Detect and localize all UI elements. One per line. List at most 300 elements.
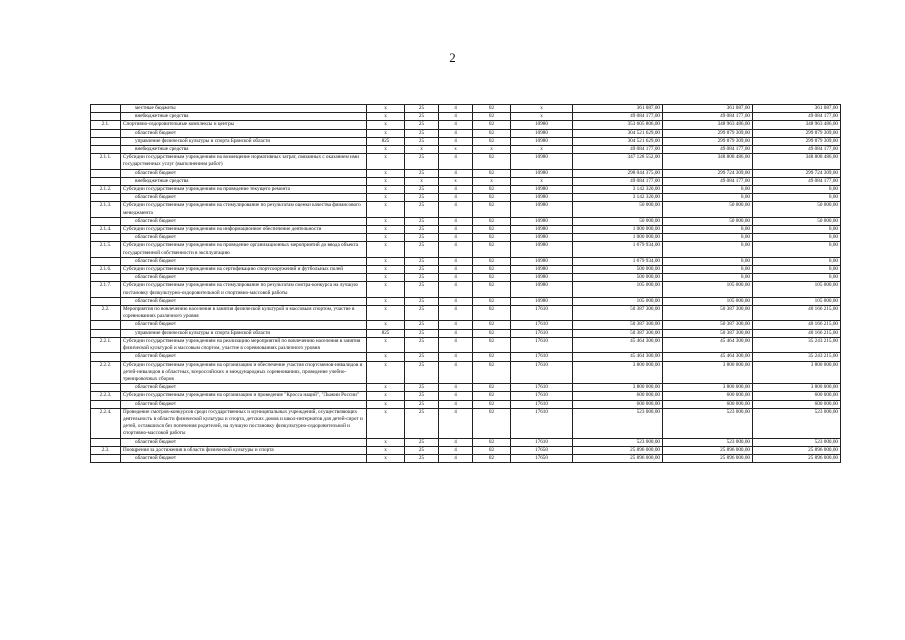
table-row [91, 384, 841, 392]
code-program: 25 [405, 169, 439, 177]
table-row [91, 146, 841, 154]
code-program: 25 [405, 384, 439, 392]
row-number [91, 329, 121, 337]
amount-year-1: 1 679 934,00 [573, 242, 663, 257]
amount-year-1: 105 000,00 [573, 297, 663, 305]
row-description: Проведение смотров-конкурсов среди государственных и муниципальных учреждений, осуществляющих деятельность в области физической культуры и спорта, детских домов и школ-интернатов для детей-сирот и детей, оставшихся без попечения родителей, на лучшую постановку физкультурно-оздоровительной и спортивно-массовой работы [121, 408, 367, 438]
code-direction: 10980 [511, 137, 573, 145]
amount-year-2: 3 800 000,00 [663, 361, 753, 384]
amount-year-3: 0,00 [753, 234, 841, 242]
code-grbs: x [367, 194, 405, 202]
row-number [91, 217, 121, 225]
amount-year-1: 600 000,00 [573, 400, 663, 408]
code-direction: 10980 [511, 129, 573, 137]
amount-year-2: 299 879 309,00 [663, 129, 753, 137]
row-number: 2.2.2. [91, 361, 121, 384]
code-main-event: 02 [473, 129, 511, 137]
amount-year-2: 0,00 [663, 266, 753, 274]
code-program: 25 [405, 408, 439, 438]
table-row [91, 226, 841, 234]
amount-year-2: 49 084 177,00 [663, 146, 753, 154]
code-main-event: 02 [473, 306, 511, 321]
amount-year-1: 1 679 934,00 [573, 257, 663, 265]
amount-year-1: 49 084 177,00 [573, 177, 663, 185]
code-main-event: 02 [473, 105, 511, 113]
table-row [91, 137, 841, 145]
amount-year-3: 3 800 000,00 [753, 361, 841, 384]
code-main-event: 02 [473, 234, 511, 242]
code-subprogram: 4 [439, 154, 473, 169]
code-program: 25 [405, 234, 439, 242]
code-grbs: x [367, 202, 405, 217]
amount-year-3: 0,00 [753, 242, 841, 257]
amount-year-1: 49 084 177,00 [573, 146, 663, 154]
code-direction: x [511, 146, 573, 154]
row-number [91, 438, 121, 446]
code-subprogram: 4 [439, 257, 473, 265]
code-main-event: 02 [473, 202, 511, 217]
code-direction: 10980 [511, 266, 573, 274]
code-program: 25 [405, 121, 439, 129]
amount-year-1: 304 521 629,00 [573, 129, 663, 137]
amount-year-2: 361 087,00 [663, 105, 753, 113]
code-subprogram: 4 [439, 234, 473, 242]
code-direction: 17610 [511, 384, 573, 392]
row-number: 2.1.2. [91, 186, 121, 194]
code-program: 25 [405, 242, 439, 257]
amount-year-3: 105 000,00 [753, 297, 841, 305]
table-row [91, 321, 841, 329]
code-main-event: 02 [473, 274, 511, 282]
amount-year-3: 523 000,00 [753, 438, 841, 446]
code-program: 25 [405, 392, 439, 400]
code-direction: 10980 [511, 282, 573, 297]
code-program: 25 [405, 446, 439, 454]
code-subprogram: 4 [439, 137, 473, 145]
code-program: 25 [405, 194, 439, 202]
amount-year-2: 348 808 486,00 [663, 154, 753, 169]
code-program: 25 [405, 400, 439, 408]
code-subprogram: 4 [439, 392, 473, 400]
row-number [91, 137, 121, 145]
code-grbs: x [367, 105, 405, 113]
table-row [91, 186, 841, 194]
code-grbs: x [367, 353, 405, 361]
code-program: x [405, 146, 439, 154]
row-number [91, 113, 121, 121]
row-number [91, 146, 121, 154]
amount-year-3: 50 000,00 [753, 202, 841, 217]
code-subprogram: 4 [439, 194, 473, 202]
code-subprogram: 4 [439, 297, 473, 305]
amount-year-2: 50 387 300,00 [663, 321, 753, 329]
row-description: областной бюджет [121, 321, 367, 329]
code-grbs: x [367, 266, 405, 274]
code-subprogram: 4 [439, 306, 473, 321]
row-number [91, 105, 121, 113]
code-program: 25 [405, 438, 439, 446]
table-row [91, 113, 841, 121]
table-row [91, 361, 841, 384]
code-subprogram: 4 [439, 329, 473, 337]
code-main-event: 02 [473, 384, 511, 392]
table-row [91, 105, 841, 113]
row-description: областной бюджет [121, 297, 367, 305]
amount-year-1: 3 142 320,00 [573, 186, 663, 194]
code-grbs: x [367, 454, 405, 462]
table-row [91, 297, 841, 305]
code-direction: 17610 [511, 321, 573, 329]
code-main-event: 02 [473, 154, 511, 169]
code-program: 25 [405, 202, 439, 217]
row-description: областной бюджет [121, 194, 367, 202]
amount-year-2: 299 879 309,00 [663, 137, 753, 145]
amount-year-1: 25 896 000,00 [573, 454, 663, 462]
amount-year-1: 361 087,00 [573, 105, 663, 113]
code-direction: 10980 [511, 226, 573, 234]
amount-year-1: 50 387 300,00 [573, 306, 663, 321]
code-program: 25 [405, 321, 439, 329]
row-description: Субсидии государственным учреждениям на реализацию мероприятий по вовлечению населения в занятия физической культурой и массовым спортом, участие в соревнованиях различного уровня [121, 337, 367, 352]
row-number: 2.2.3. [91, 392, 121, 400]
amount-year-1: 50 387 300,00 [573, 329, 663, 337]
code-direction: 17610 [511, 329, 573, 337]
code-subprogram: 4 [439, 242, 473, 257]
table-row [91, 154, 841, 169]
row-number: 2.1. [91, 121, 121, 129]
code-main-event: 02 [473, 400, 511, 408]
table-row [91, 329, 841, 337]
code-subprogram: 4 [439, 337, 473, 352]
row-number: 2.1.1. [91, 154, 121, 169]
code-grbs: x [367, 384, 405, 392]
amount-year-2: 50 387 300,00 [663, 306, 753, 321]
table-row [91, 408, 841, 438]
row-description: внебюджетные средства [121, 177, 367, 185]
code-grbs: x [367, 274, 405, 282]
code-direction: 17650 [511, 454, 573, 462]
table-row [91, 242, 841, 257]
code-direction: 10980 [511, 274, 573, 282]
code-program: 25 [405, 337, 439, 352]
code-grbs: x [367, 242, 405, 257]
code-program: 25 [405, 274, 439, 282]
code-program: 25 [405, 353, 439, 361]
code-subprogram: 4 [439, 169, 473, 177]
code-grbs: x [367, 446, 405, 454]
table-row [91, 392, 841, 400]
row-number [91, 353, 121, 361]
amount-year-1: 3 800 000,00 [573, 361, 663, 384]
amount-year-3: 49 084 177,00 [753, 146, 841, 154]
code-grbs: x [367, 186, 405, 194]
row-description: областной бюджет [121, 400, 367, 408]
row-description: областной бюджет [121, 384, 367, 392]
table-row [91, 274, 841, 282]
code-grbs: x [367, 154, 405, 169]
row-description: областной бюджет [121, 169, 367, 177]
table-row [91, 217, 841, 225]
row-description: Субсидии государственным учреждениям на проведение текущего ремонта [121, 186, 367, 194]
code-grbs: x [367, 321, 405, 329]
code-subprogram: 4 [439, 186, 473, 194]
table-row [91, 438, 841, 446]
row-description: местные бюджеты [121, 105, 367, 113]
amount-year-1: 105 000,00 [573, 282, 663, 297]
code-program: 25 [405, 297, 439, 305]
code-program: 25 [405, 257, 439, 265]
table-row [91, 257, 841, 265]
code-program: 25 [405, 329, 439, 337]
table-row [91, 177, 841, 185]
code-main-event: 02 [473, 282, 511, 297]
row-description: Субсидии государственным учреждениям на проведение организационных мероприятий до ввода объекта государственной собственности в эксплуатацию [121, 242, 367, 257]
row-number: 2.1.5. [91, 242, 121, 257]
code-grbs: x [367, 297, 405, 305]
amount-year-3: 0,00 [753, 257, 841, 265]
code-subprogram: 4 [439, 282, 473, 297]
row-description: областной бюджет [121, 274, 367, 282]
code-main-event: 02 [473, 194, 511, 202]
amount-year-3: 299 879 309,00 [753, 137, 841, 145]
code-direction: 17610 [511, 392, 573, 400]
amount-year-3: 25 896 000,00 [753, 446, 841, 454]
code-main-event: x [473, 177, 511, 185]
code-main-event: 02 [473, 438, 511, 446]
code-subprogram: 4 [439, 446, 473, 454]
code-subprogram: 4 [439, 353, 473, 361]
code-subprogram: x [439, 146, 473, 154]
code-subprogram: 4 [439, 384, 473, 392]
table-row [91, 194, 841, 202]
amount-year-1: 3 800 000,00 [573, 384, 663, 392]
code-direction: 17610 [511, 438, 573, 446]
code-grbs: x [367, 361, 405, 384]
amount-year-2: 50 000,00 [663, 217, 753, 225]
code-main-event: 02 [473, 353, 511, 361]
code-grbs: x [367, 234, 405, 242]
code-main-event: 02 [473, 242, 511, 257]
table-row [91, 266, 841, 274]
code-program: 25 [405, 226, 439, 234]
code-subprogram: x [439, 177, 473, 185]
row-number [91, 257, 121, 265]
code-main-event: 02 [473, 217, 511, 225]
code-main-event: 02 [473, 321, 511, 329]
code-main-event: 02 [473, 297, 511, 305]
amount-year-1: 298 044 375,00 [573, 169, 663, 177]
table-row [91, 202, 841, 217]
row-number [91, 274, 121, 282]
code-subprogram: 4 [439, 226, 473, 234]
amount-year-2: 49 084 177,00 [663, 113, 753, 121]
code-main-event: 02 [473, 121, 511, 129]
amount-year-3: 348 808 486,00 [753, 154, 841, 169]
amount-year-3: 35 243 215,00 [753, 353, 841, 361]
code-grbs: x [367, 177, 405, 185]
amount-year-1: 50 000,00 [573, 202, 663, 217]
row-description: управление физической культуры и спорта Брянской области [121, 137, 367, 145]
amount-year-1: 45 464 300,00 [573, 337, 663, 352]
code-direction: 10980 [511, 297, 573, 305]
code-subprogram: 4 [439, 202, 473, 217]
amount-year-2: 25 896 000,00 [663, 446, 753, 454]
table-row [91, 446, 841, 454]
table-row [91, 454, 841, 462]
row-description: управление физической культуры и спорта Брянской области [121, 329, 367, 337]
code-grbs: x [367, 121, 405, 129]
amount-year-1: 600 000,00 [573, 392, 663, 400]
code-program: 25 [405, 361, 439, 384]
row-description: Субсидии государственным учреждениям на возмещение нормативных затрат, связанных с оказанием ими государственных услуг (выполнением работ) [121, 154, 367, 169]
amount-year-2: 299 724 309,00 [663, 169, 753, 177]
row-description: Субсидии государственным учреждениям на организацию и обеспечение участия спортсменов-инвалидов и детей-инвалидов в областных, всероссийских и международных соревнованиях, проведение учебно-тренировочных сборов [121, 361, 367, 384]
code-main-event: 02 [473, 266, 511, 274]
code-direction: 17610 [511, 306, 573, 321]
code-subprogram: 4 [439, 217, 473, 225]
amount-year-3: 25 896 000,00 [753, 454, 841, 462]
code-direction: 17610 [511, 353, 573, 361]
code-grbs: x [367, 217, 405, 225]
code-main-event: 02 [473, 137, 511, 145]
code-program: 25 [405, 217, 439, 225]
amount-year-2: 45 464 300,00 [663, 353, 753, 361]
code-subprogram: 4 [439, 454, 473, 462]
row-number: 2.1.3. [91, 202, 121, 217]
row-number [91, 454, 121, 462]
code-direction: 10980 [511, 257, 573, 265]
code-grbs: x [367, 129, 405, 137]
amount-year-2: 3 800 000,00 [663, 384, 753, 392]
amount-year-3: 49 084 177,00 [753, 113, 841, 121]
code-main-event: 02 [473, 226, 511, 234]
amount-year-2: 0,00 [663, 274, 753, 282]
amount-year-1: 25 896 000,00 [573, 446, 663, 454]
code-subprogram: 4 [439, 321, 473, 329]
amount-year-2: 0,00 [663, 226, 753, 234]
code-direction: 10980 [511, 186, 573, 194]
row-description: Субсидии государственным учреждениям на организацию и проведение "Кросса наций", "Лыжни России" [121, 392, 367, 400]
code-grbs: 825 [367, 137, 405, 145]
row-number: 2.1.7. [91, 282, 121, 297]
code-program: 25 [405, 137, 439, 145]
amount-year-2: 50 387 300,00 [663, 329, 753, 337]
code-program: 25 [405, 454, 439, 462]
code-direction: 17610 [511, 400, 573, 408]
table-row [91, 234, 841, 242]
page-number: 2 [449, 50, 456, 65]
table-row [91, 121, 841, 129]
code-main-event: 02 [473, 329, 511, 337]
code-grbs: 825 [367, 329, 405, 337]
code-grbs: x [367, 282, 405, 297]
amount-year-2: 0,00 [663, 194, 753, 202]
amount-year-3: 3 800 000,00 [753, 384, 841, 392]
code-main-event: 02 [473, 337, 511, 352]
table-row [91, 169, 841, 177]
amount-year-3: 0,00 [753, 274, 841, 282]
row-number [91, 194, 121, 202]
amount-year-3: 40 166 215,00 [753, 306, 841, 321]
row-description: Субсидии государственным учреждениям на сертификацию спортсооружений и футбольных полей [121, 266, 367, 274]
code-main-event: 02 [473, 361, 511, 384]
budget-table [90, 104, 841, 463]
table-row [91, 129, 841, 137]
amount-year-2: 45 464 300,00 [663, 337, 753, 352]
amount-year-2: 600 000,00 [663, 392, 753, 400]
amount-year-2: 523 000,00 [663, 408, 753, 438]
code-program: 25 [405, 129, 439, 137]
amount-year-1: 1 000 000,00 [573, 226, 663, 234]
amount-year-2: 105 000,00 [663, 282, 753, 297]
table-row [91, 306, 841, 321]
code-program: 25 [405, 186, 439, 194]
amount-year-2: 105 000,00 [663, 297, 753, 305]
amount-year-2: 0,00 [663, 186, 753, 194]
amount-year-1: 500 000,00 [573, 274, 663, 282]
row-number: 2.1.6. [91, 266, 121, 274]
amount-year-3: 361 087,00 [753, 105, 841, 113]
amount-year-1: 353 605 806,00 [573, 121, 663, 129]
row-description: внебюджетные средства [121, 113, 367, 121]
row-number: 2.2.4. [91, 408, 121, 438]
row-description: областной бюджет [121, 438, 367, 446]
row-description: областной бюджет [121, 257, 367, 265]
code-direction: 10980 [511, 202, 573, 217]
amount-year-3: 523 000,00 [753, 408, 841, 438]
code-subprogram: 4 [439, 438, 473, 446]
table-row [91, 282, 841, 297]
row-description: Субсидии государственным учреждениям на стимулирование по результатам смотра-конкурса на лучшую постановку физкультурно-оздоровительной и спортивно-массовой работы [121, 282, 367, 297]
amount-year-1: 500 000,00 [573, 266, 663, 274]
code-program: 25 [405, 105, 439, 113]
code-program: x [405, 177, 439, 185]
row-number [91, 400, 121, 408]
code-main-event: 02 [473, 408, 511, 438]
amount-year-1: 304 521 629,00 [573, 137, 663, 145]
amount-year-2: 523 000,00 [663, 438, 753, 446]
amount-year-3: 348 963 486,00 [753, 121, 841, 129]
code-direction: 17650 [511, 446, 573, 454]
code-program: 25 [405, 113, 439, 121]
table-row [91, 400, 841, 408]
row-number: 2.2. [91, 306, 121, 321]
amount-year-1: 347 128 552,00 [573, 154, 663, 169]
row-description: Субсидии государственным учреждениям на стимулирование по результатам оценки качества финансового менеджмента [121, 202, 367, 217]
amount-year-1: 50 000,00 [573, 217, 663, 225]
row-number [91, 169, 121, 177]
amount-year-2: 348 963 486,00 [663, 121, 753, 129]
amount-year-3: 35 243 215,00 [753, 337, 841, 352]
code-direction: 10980 [511, 121, 573, 129]
amount-year-3: 40 166 215,00 [753, 329, 841, 337]
row-description: областной бюджет [121, 217, 367, 225]
amount-year-1: 523 000,00 [573, 408, 663, 438]
row-number: 2.3. [91, 446, 121, 454]
row-number: 2.2.1. [91, 337, 121, 352]
code-subprogram: 4 [439, 121, 473, 129]
code-direction: 17610 [511, 361, 573, 384]
row-number [91, 177, 121, 185]
code-main-event: 02 [473, 186, 511, 194]
code-grbs: x [367, 337, 405, 352]
amount-year-3: 49 084 177,00 [753, 177, 841, 185]
code-program: 25 [405, 306, 439, 321]
code-subprogram: 4 [439, 129, 473, 137]
amount-year-2: 0,00 [663, 257, 753, 265]
amount-year-1: 49 084 177,00 [573, 113, 663, 121]
row-description: Мероприятия по вовлечению населения в занятия физической культурой и массовым спортом, участие в соревнованиях различного уровня [121, 306, 367, 321]
